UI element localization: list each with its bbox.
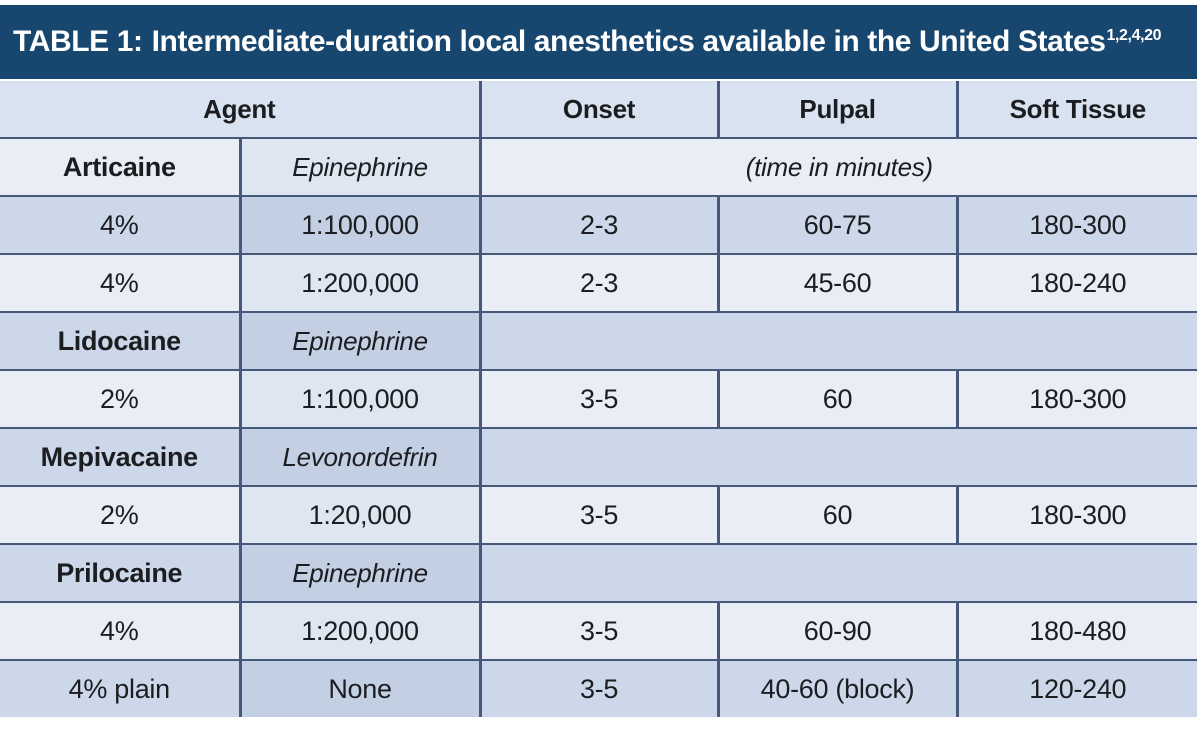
table-title-bar (0, 5, 1197, 79)
onset-cell: 2-3 (480, 254, 718, 312)
ratio-cell: None (240, 660, 480, 717)
agent-name-cell: Mepivacaine (0, 428, 240, 486)
column-header-soft-tissue: Soft Tissue (957, 81, 1197, 138)
empty-span-cell (480, 312, 1197, 370)
empty-span-cell (480, 428, 1197, 486)
vasoconstrictor-cell: Levonordefrin (240, 428, 480, 486)
data-row-articaine-1-200000 (0, 254, 1197, 312)
soft-tissue-cell: 120-240 (957, 660, 1197, 717)
ratio-cell: 1:200,000 (240, 602, 480, 660)
onset-cell: 3-5 (480, 370, 718, 428)
ratio-cell: 1:100,000 (240, 196, 480, 254)
column-header-pulpal: Pulpal (718, 81, 957, 138)
agent-name-cell: Articaine (0, 138, 240, 196)
header-row (0, 81, 1197, 138)
concentration-cell: 2% (0, 486, 240, 544)
empty-span-cell (480, 544, 1197, 602)
soft-tissue-cell: 180-300 (957, 486, 1197, 544)
soft-tissue-cell: 180-480 (957, 602, 1197, 660)
group-row-articaine (0, 138, 1197, 196)
data-row-prilocaine-plain (0, 660, 1197, 717)
onset-cell: 2-3 (480, 196, 718, 254)
soft-tissue-cell: 180-300 (957, 196, 1197, 254)
group-row-mepivacaine (0, 428, 1197, 486)
pulpal-cell: 60-90 (718, 602, 957, 660)
data-row-lidocaine-1-100000 (0, 370, 1197, 428)
concentration-cell: 4% plain (0, 660, 240, 717)
anesthetics-table (0, 81, 1197, 717)
pulpal-cell: 40-60 (block) (718, 660, 957, 717)
concentration-cell: 2% (0, 370, 240, 428)
pulpal-cell: 45-60 (718, 254, 957, 312)
onset-cell: 3-5 (480, 486, 718, 544)
concentration-cell: 4% (0, 196, 240, 254)
ratio-cell: 1:20,000 (240, 486, 480, 544)
table-number-label: TABLE 1: (13, 25, 143, 58)
time-units-note-cell: (time in minutes) (480, 138, 1197, 196)
vasoconstrictor-cell: Epinephrine (240, 544, 480, 602)
reference-superscript: 1,2,4,20 (1106, 27, 1162, 44)
agent-name-cell: Prilocaine (0, 544, 240, 602)
table-title-text: Intermediate-duration local anesthetics available in the United States$^{1,2,4,20}$ (151, 25, 1162, 58)
pulpal-cell: 60 (718, 370, 957, 428)
vasoconstrictor-cell: Epinephrine (240, 312, 480, 370)
pulpal-cell: 60-75 (718, 196, 957, 254)
column-header-agent: Agent (0, 81, 480, 138)
onset-cell: 3-5 (480, 660, 718, 717)
pulpal-cell: 60 (718, 486, 957, 544)
group-row-lidocaine (0, 312, 1197, 370)
concentration-cell: 4% (0, 254, 240, 312)
data-row-prilocaine-1-200000 (0, 602, 1197, 660)
soft-tissue-cell: 180-300 (957, 370, 1197, 428)
agent-name-cell: Lidocaine (0, 312, 240, 370)
soft-tissue-cell: 180-240 (957, 254, 1197, 312)
group-row-prilocaine (0, 544, 1197, 602)
data-row-mepivacaine-1-20000 (0, 486, 1197, 544)
ratio-cell: 1:100,000 (240, 370, 480, 428)
vasoconstrictor-cell: Epinephrine (240, 138, 480, 196)
column-header-onset: Onset (480, 81, 718, 138)
data-row-articaine-1-100000 (0, 196, 1197, 254)
concentration-cell: 4% (0, 602, 240, 660)
onset-cell: 3-5 (480, 602, 718, 660)
ratio-cell: 1:200,000 (240, 254, 480, 312)
